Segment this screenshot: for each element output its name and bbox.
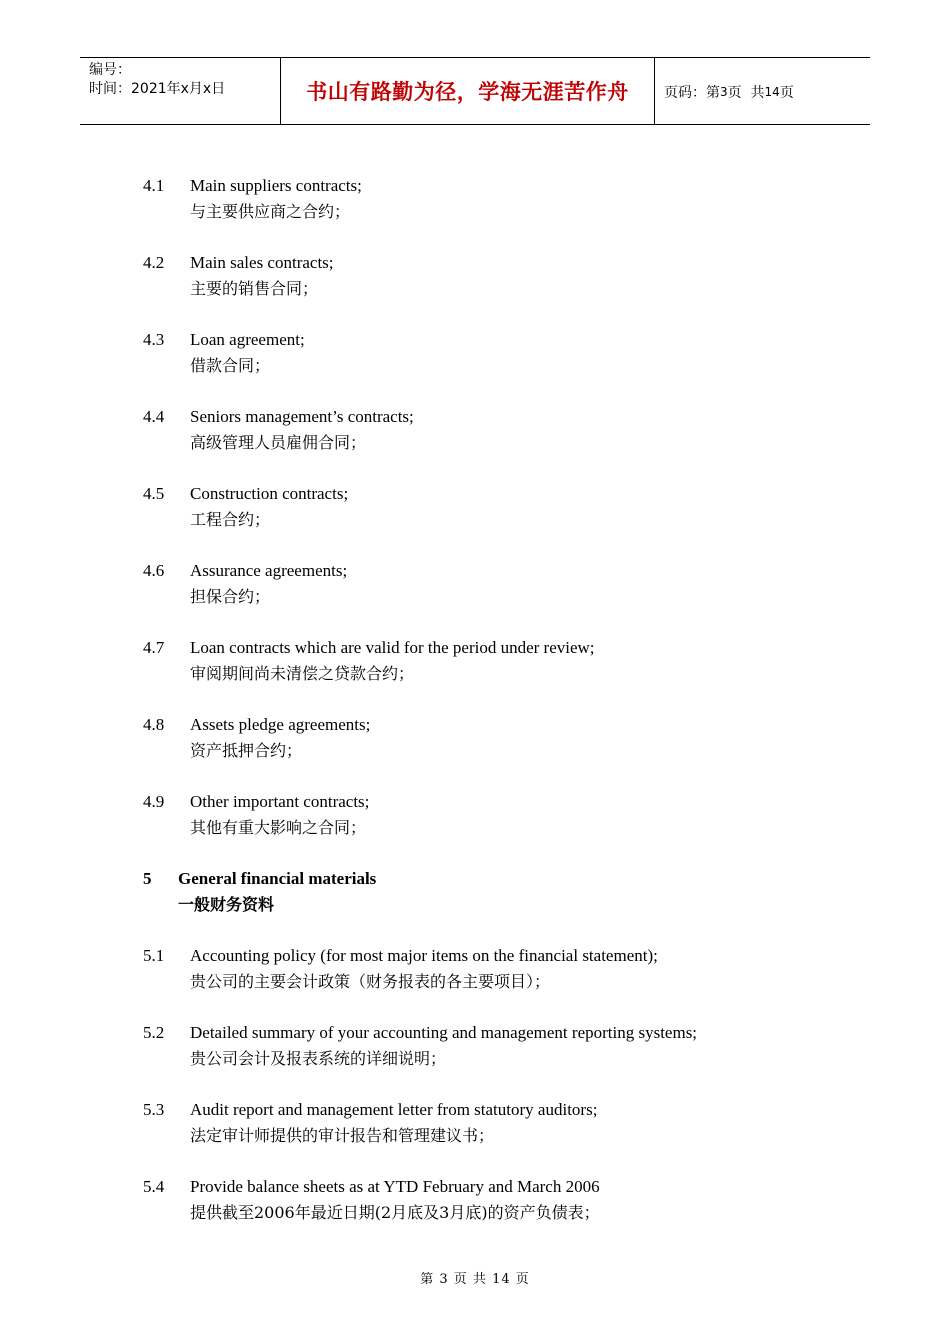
item-text-zh: 贵公司的主要会计政策（财务报表的各主要项目）； <box>190 972 551 991</box>
item-text-zh: 与主要供应商之合约； <box>190 202 351 221</box>
item-text-en: Assurance agreements; <box>190 561 348 580</box>
footer-mid: 页 共 <box>453 1272 487 1287</box>
list-item <box>143 480 843 532</box>
item-text-zh: 资产抵押合约； <box>190 741 303 760</box>
header-page-number <box>655 58 870 124</box>
list-item <box>143 711 843 763</box>
item-text-zh: 主要的销售合同； <box>190 279 319 298</box>
item-text-en: Main suppliers contracts; <box>190 176 362 195</box>
page-current: 3 <box>720 85 728 99</box>
item-text-zh: 法定审计师提供的审计报告和管理建议书； <box>190 1126 495 1145</box>
item-text-en: Detailed summary of your accounting and management reporting systems; <box>190 1023 698 1042</box>
page-prefix: 页码：第 <box>664 85 720 101</box>
list-item <box>143 403 843 455</box>
item-text-en: Other important contracts; <box>190 792 370 811</box>
document-body <box>143 172 843 1250</box>
item-text-zh: 工程合约； <box>190 510 271 529</box>
item-number: 4.2 <box>143 253 165 272</box>
list-item <box>143 634 843 686</box>
serial-label: 编号： <box>89 62 131 78</box>
footer-current: 3 <box>439 1272 449 1287</box>
page-header <box>80 57 870 125</box>
item-text-en: Main sales contracts; <box>190 253 334 272</box>
item-number: 4.1 <box>143 176 165 195</box>
item-text-en: Audit report and management letter from statutory auditors; <box>190 1100 598 1119</box>
page-total: 14 <box>764 85 780 99</box>
item-text-en: Accounting policy (for most major items on the financial statement); <box>190 946 658 965</box>
section-number: 5 <box>143 869 152 888</box>
header-motto: 书山有路勤为径，学海无涯苦作舟 <box>281 58 655 124</box>
section-heading <box>143 865 843 917</box>
page-suffix: 页 <box>779 85 794 101</box>
time-label: 时间：2021年x月x日 <box>89 81 226 97</box>
list-item <box>143 788 843 840</box>
financial-list <box>143 942 843 1225</box>
item-text-zh: 高级管理人员雇佣合同； <box>190 433 367 452</box>
item-number: 5.1 <box>143 946 165 965</box>
item-text-en: Loan agreement; <box>190 330 305 349</box>
item-text-en: Assets pledge agreements; <box>190 715 371 734</box>
list-item <box>143 557 843 609</box>
contract-list <box>143 172 843 840</box>
item-number: 5.4 <box>143 1177 165 1196</box>
item-text-zh: 提供截至2006年最近日期(2月底及3月底)的资产负债表； <box>190 1203 600 1222</box>
list-item <box>143 1019 843 1071</box>
item-text-zh: 借款合同； <box>190 356 271 375</box>
list-item <box>143 326 843 378</box>
item-text-en: Construction contracts; <box>190 484 349 503</box>
item-number: 4.8 <box>143 715 165 734</box>
item-text-zh: 担保合约； <box>190 587 271 606</box>
item-text-en: Loan contracts which are valid for the period under review; <box>190 638 595 657</box>
item-text-en: Provide balance sheets as at YTD February and March 2006 <box>190 1177 600 1196</box>
list-item <box>143 942 843 994</box>
item-number: 4.4 <box>143 407 165 426</box>
item-number: 5.2 <box>143 1023 165 1042</box>
header-meta-cell <box>80 58 281 124</box>
footer-total: 14 <box>492 1272 511 1287</box>
item-number: 4.7 <box>143 638 165 657</box>
footer-prefix: 第 <box>420 1272 435 1287</box>
footer-suffix: 页 <box>515 1272 530 1287</box>
item-text-zh: 贵公司会计及报表系统的详细说明； <box>190 1049 447 1068</box>
list-item <box>143 1096 843 1148</box>
item-number: 4.9 <box>143 792 165 811</box>
item-text-zh: 审阅期间尚未清偿之贷款合约； <box>190 664 415 683</box>
list-item <box>143 249 843 301</box>
item-text-en: Seniors management’s contracts; <box>190 407 414 426</box>
section-title-en: General financial materials <box>178 869 377 888</box>
list-item <box>143 1173 843 1225</box>
page-footer <box>0 1268 950 1287</box>
item-number: 4.3 <box>143 330 165 349</box>
item-number: 4.5 <box>143 484 165 503</box>
list-item <box>143 172 843 224</box>
section-title-zh: 一般财务资料 <box>178 895 275 914</box>
item-text-zh: 其他有重大影响之合同； <box>190 818 367 837</box>
item-number: 5.3 <box>143 1100 165 1119</box>
item-number: 4.6 <box>143 561 165 580</box>
page-mid: 页 共 <box>727 85 765 101</box>
